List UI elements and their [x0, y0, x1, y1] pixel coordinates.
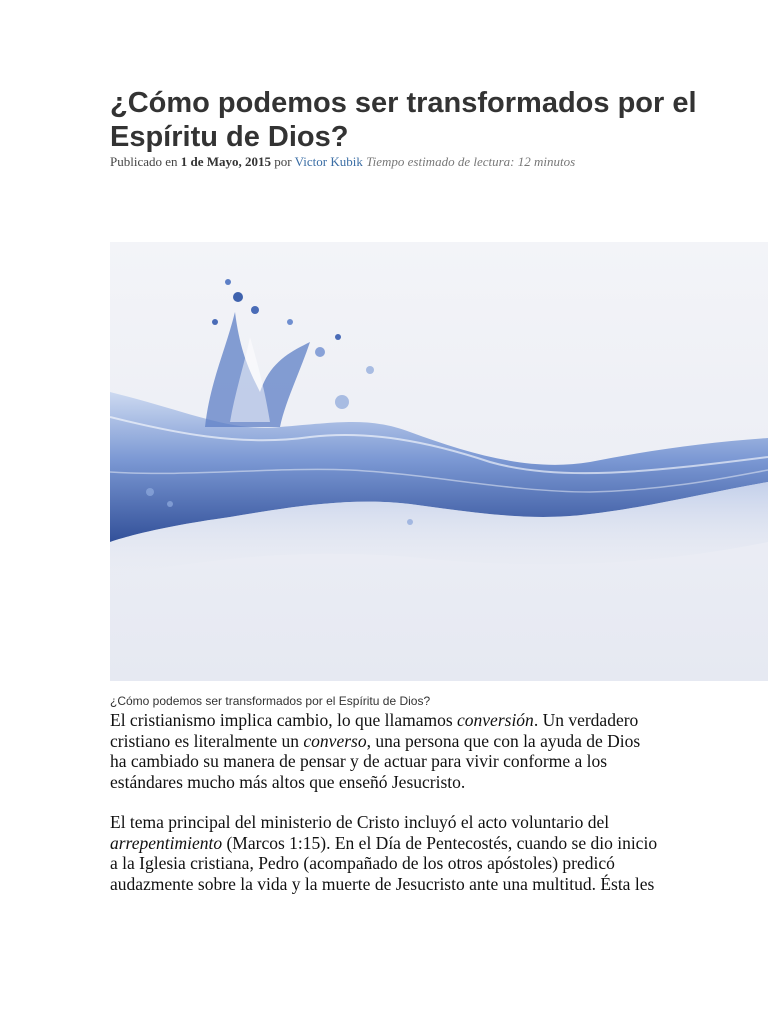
article-body	[110, 710, 658, 914]
author-link[interactable]: Victor Kubik	[294, 154, 363, 169]
hero-image	[110, 242, 768, 681]
published-label: Publicado en	[110, 154, 178, 169]
emphasis-text: converso	[303, 730, 367, 751]
water-splash-image	[110, 242, 768, 681]
article-meta	[110, 153, 630, 171]
paragraph-text: (Marcos 1:15). En el Día de Pentecostés, cuando se dio inicio a la Iglesia cristiana, Pedro (acompañado de los otros apóstoles) predicó audazmente sobre la vida y la muerte de Jesucristo ante una multitud. Ésta les	[110, 832, 658, 894]
reading-time: Tiempo estimado de lectura: 12 minutos	[366, 154, 576, 169]
article-title: ¿Cómo podemos ser transformados por el Espíritu de Dios?	[110, 87, 697, 153]
by-label: por	[274, 154, 292, 169]
paragraph-text: . Un verdadero cristiano es literalmente un	[110, 710, 639, 751]
image-caption: ¿Cómo podemos ser transformados por el Espíritu de Dios?	[110, 694, 431, 708]
emphasis-text: arrepentimiento	[110, 832, 223, 853]
paragraph-text: El tema principal del ministerio de Cristo incluyó el acto voluntario del	[110, 812, 610, 832]
paragraph-text: El cristianismo implica cambio, lo que llamamos	[110, 710, 458, 730]
paragraph	[110, 710, 658, 792]
published-date: 1 de Mayo, 2015	[180, 154, 272, 169]
emphasis-text: conversión	[457, 710, 534, 730]
paragraph	[110, 812, 658, 894]
paragraph-text: , una persona que con la ayuda de Dios ha cambiado su manera de pensar y de actuar para vivir conforme a los estándares mucho más altos que enseñó Jesucristo.	[110, 730, 641, 792]
